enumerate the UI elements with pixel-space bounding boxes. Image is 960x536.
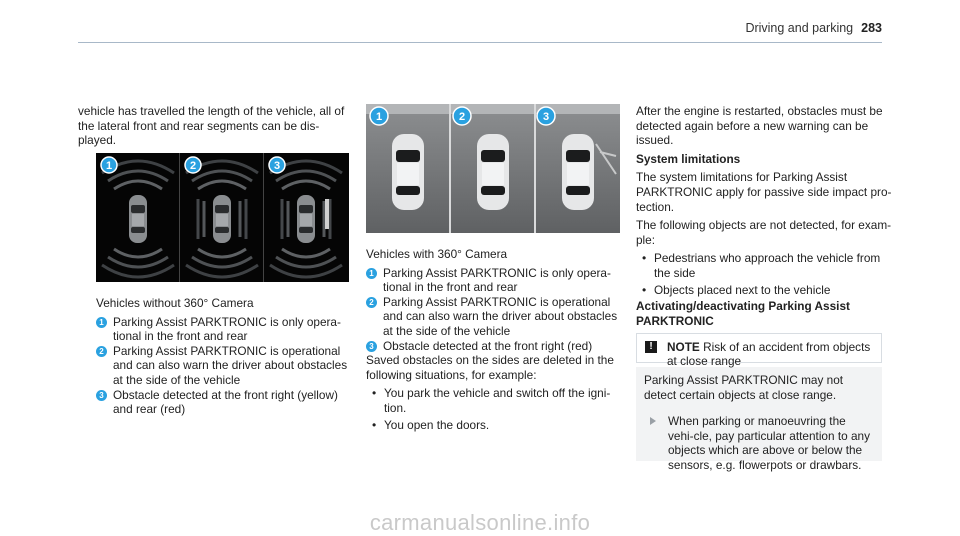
note-step	[644, 414, 874, 472]
callout-badge: 3	[96, 390, 107, 401]
header-rule	[78, 42, 882, 43]
callout-badge: 2	[96, 346, 107, 357]
page-number: 283	[861, 21, 882, 35]
column-1-captions	[96, 296, 356, 417]
watermark: carmanualsonline.info	[369, 510, 591, 535]
list-item: • You park the vehicle and switch off the igni-tion.	[372, 386, 611, 415]
figure2-badge-1: 1	[375, 111, 383, 123]
figure1-caption: Vehicles without 360° Camera	[96, 296, 254, 310]
figure2-caption: Vehicles with 360° Camera	[366, 247, 508, 261]
note-label: NOTE	[667, 340, 700, 354]
callout-badge: 3	[366, 341, 377, 352]
warning-icon: !	[645, 341, 657, 353]
figure-without-camera	[96, 153, 349, 282]
column-2-text	[366, 247, 622, 434]
figure2-badge-2: 2	[458, 111, 466, 123]
callout-badge: 2	[366, 297, 377, 308]
section-title: Driving and parking	[745, 21, 854, 35]
column-3-text	[636, 104, 892, 332]
note-text: Parking Assist PARKTRONIC may not detect certain objects at close range.	[644, 373, 844, 402]
callout-badge: 1	[96, 317, 107, 328]
figure2-badge-3: 3	[542, 111, 550, 123]
figure1-item-1: 1 Parking Assist PARKTRONIC is only opera-tional in the front and rear	[96, 315, 356, 344]
list-item: • You open the doors.	[372, 417, 490, 432]
list-item: • Objects placed next to the vehicle	[642, 282, 831, 297]
activating-heading: Activating/deactivating Parking Assist PARKTRONIC	[636, 299, 850, 328]
figure2-item-1: 1 Parking Assist PARKTRONIC is only opera-tional in the front and rear	[366, 266, 622, 295]
list-item: • Pedestrians who approach the vehicle from the side	[642, 251, 881, 280]
note-box	[636, 333, 882, 472]
note-title: Risk of an accident from objects at close range	[667, 340, 871, 368]
figure-with-camera	[366, 104, 620, 233]
figure1-badge-1: 1	[105, 160, 113, 172]
figure1-item-3: 3 Obstacle detected at the front right (yellow) and rear (red)	[96, 388, 356, 417]
system-limitations-heading: System limitations	[636, 151, 741, 166]
note-step-text: When parking or manoeuvring the vehi-cle, pay particular attention to any objects which are above or below the sensors, e.g. flowerpots or drawbars.	[668, 414, 870, 472]
figure2-item-2: 2 Parking Assist PARKTRONIC is operational and can also warn the driver about obstacles at the side of the vehicle	[366, 295, 622, 339]
callout-badge: 1	[366, 268, 377, 279]
figure2-item-3: 3 Obstacle detected at the front right (red)	[366, 339, 622, 354]
restart-text: After the engine is restarted, obstacles must be detected again before a new warning can be issued.	[636, 104, 883, 148]
note-header	[636, 333, 882, 368]
column-1	[78, 104, 350, 152]
step-arrow-icon	[650, 417, 656, 425]
page-header	[745, 21, 882, 35]
figure1-badge-3: 3	[273, 160, 281, 172]
note-body	[636, 367, 882, 472]
figure1-item-2: 2 Parking Assist PARKTRONIC is operational and can also warn the driver about obstacles at the side of the vehicle	[96, 344, 356, 388]
system-limitations-text: The system limitations for Parking Assist PARKTRONIC apply for passive side impact pro-tection.	[636, 170, 892, 214]
not-detected-text: The following objects are not detected, for exam-ple:	[636, 218, 892, 247]
saved-obstacles-text: Saved obstacles on the sides are deleted in the following situations, for example:	[366, 353, 614, 382]
intro-text: vehicle has travelled the length of the vehicle, all of the lateral front and rear segments can be dis-played.	[78, 104, 345, 148]
figure1-badge-2: 2	[189, 160, 197, 172]
